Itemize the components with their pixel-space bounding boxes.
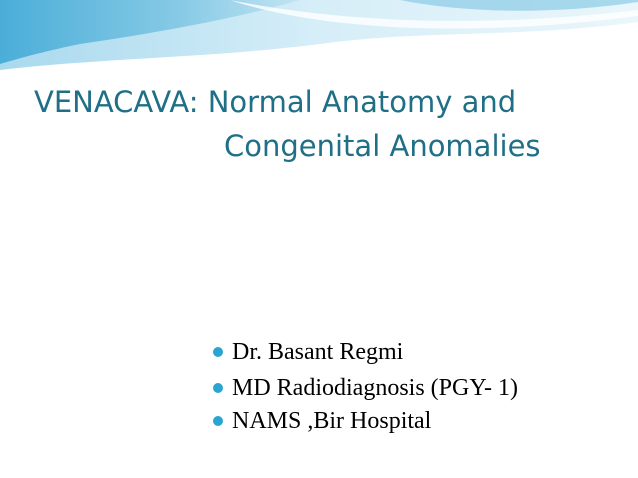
bullet-dot-icon <box>213 347 223 357</box>
slide-title <box>34 80 614 168</box>
bullet-text: NAMS ,Bir Hospital <box>232 408 432 434</box>
bullet-text: Dr. Basant Regmi <box>232 339 404 365</box>
bullet-institution <box>213 405 518 438</box>
bullet-author-name <box>213 334 518 372</box>
bullet-degree <box>213 372 518 405</box>
bullet-dot-icon <box>213 416 223 426</box>
header-wave-decoration <box>0 0 638 80</box>
bullet-dot-icon <box>213 383 223 393</box>
author-bullet-list <box>213 334 518 438</box>
title-line-1: VENACAVA: Normal Anatomy and <box>34 85 517 119</box>
bullet-text: MD Radiodiagnosis (PGY- 1) <box>232 375 518 401</box>
title-line-2: Congenital Anomalies <box>224 129 541 163</box>
